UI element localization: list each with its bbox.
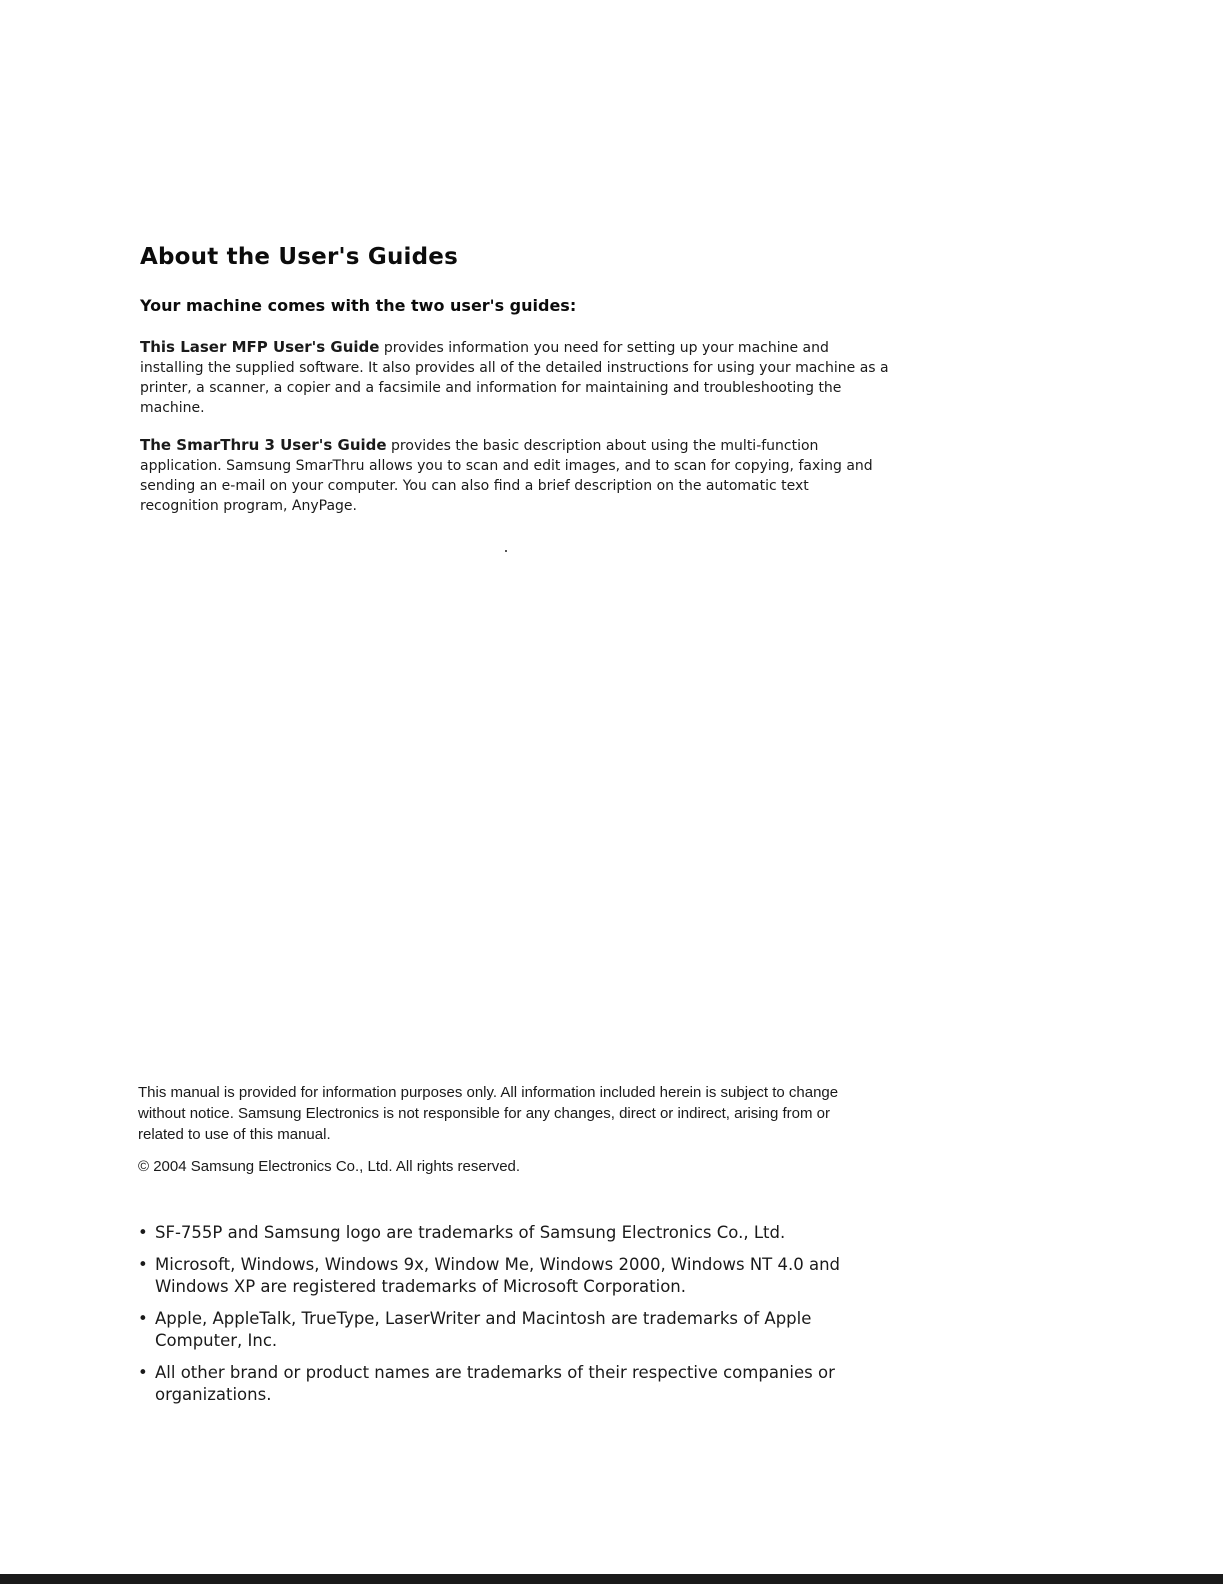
smarthru-guide-lead: The SmarThru 3 User's Guide (140, 436, 387, 454)
section-subtitle: Your machine comes with the two user's guides: (140, 296, 577, 315)
trademark-text: All other brand or product names are trademarks of their respective companies or organizations. (155, 1363, 835, 1404)
bullet-icon: • (138, 1363, 148, 1382)
bullet-icon: • (138, 1309, 148, 1328)
laser-mfp-guide-paragraph (140, 337, 890, 418)
trademark-list (138, 1222, 898, 1416)
stray-mark (505, 550, 507, 552)
disclaimer-notice: This manual is provided for information purposes only. All information included herein is subject to change without notice. Samsung Electronics is not responsible for any changes, direct or indirect, arising from or related to use of this manual. (138, 1084, 839, 1143)
smarthru-guide-text: provides the basic description about using the multi-function application. Samsung SmarThru allows you to scan and edit images, and to scan for copying, faxing and sending an e-mail on your computer. You can also find a brief description on the automatic text recognition program, AnyPage. (140, 438, 873, 514)
bullet-icon: • (138, 1223, 148, 1242)
trademark-item (138, 1362, 898, 1406)
bullet-icon: • (138, 1255, 148, 1274)
trademark-text: Apple, AppleTalk, TrueType, LaserWriter and Macintosh are trademarks of Apple Computer, Inc. (155, 1309, 812, 1350)
laser-mfp-guide-text: provides information you need for setting up your machine and installing the supplied software. It also provides all of the detailed instructions for using your machine as a printer, a scanner, a copier and a facsimile and information for maintaining and troubleshooting the machine. (140, 340, 889, 416)
laser-mfp-guide-lead: This Laser MFP User's Guide (140, 338, 380, 356)
trademark-item (138, 1254, 898, 1298)
page-bottom-border (0, 1574, 1223, 1584)
trademark-item (138, 1222, 898, 1244)
trademark-text: SF-755P and Samsung logo are trademarks of Samsung Electronics Co., Ltd. (155, 1223, 786, 1242)
page-title: About the User's Guides (140, 244, 458, 270)
copyright-line: © 2004 Samsung Electronics Co., Ltd. All rights reserved. (138, 1158, 521, 1175)
smarthru-guide-paragraph (140, 435, 890, 516)
trademark-item (138, 1308, 898, 1352)
trademark-text: Microsoft, Windows, Windows 9x, Window Me, Windows 2000, Windows NT 4.0 and Windows XP are registered trademarks of Microsoft Corporation. (155, 1255, 841, 1296)
